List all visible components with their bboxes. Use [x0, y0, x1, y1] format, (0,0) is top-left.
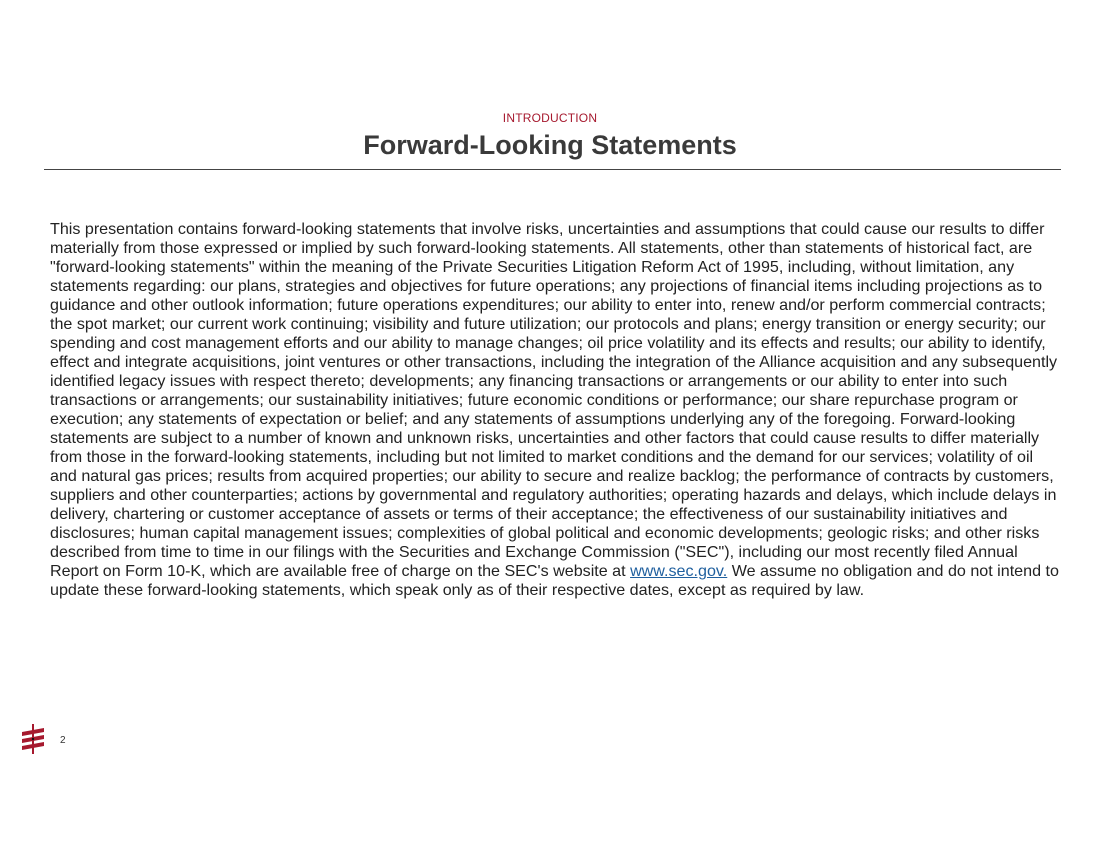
section-label: INTRODUCTION: [502, 111, 598, 125]
page-title: Forward-Looking Statements: [363, 130, 737, 160]
sec-website-link[interactable]: www.sec.gov.: [630, 562, 728, 580]
slide-header: [0, 110, 1100, 162]
title-divider: [44, 169, 1061, 170]
company-logo-icon: [19, 724, 47, 754]
disclaimer-text-part-1: This presentation contains forward-looking statements that involve risks, uncertainties and assumptions that could cause our results to differ materially from those expressed or implied by such forward-looking statements. All statements, other than statements of historical fact, are "forward-looking statements" within the meaning of the Private Securities Litigation Reform Act of 1995, including, without limitation, any statements regarding: our plans, strategies and objectives for future operations; any projections of financial items including projections as to guidance and other outlook information; future operations expenditures; our ability to enter into, renew and/or perform commercial contracts; the spot market; our current work continuing; visibility and future utilization; our protocols and plans; energy transition or energy security; our spending and cost management efforts and our ability to manage changes; oil price volatility and its effects and results; our ability to identify, effect and integrate acquisitions, joint ventures or other transactions, including the integration of the Alliance acquisition and any subsequently identified legacy issues with respect thereto; developments; any financing transactions or arrangements or our ability to enter into such transactions or arrangements; our sustainability initiatives; future economic conditions or performance; our share repurchase program or execution; any statements of expectation or belief; and any statements of assumptions underlying any of the foregoing. Forward-looking statements are subject to a number of known and unknown risks, uncertainties and other factors that could cause results to differ materially from those in the forward-looking statements, including but not limited to market conditions and the demand for our services; volatility of oil and natural gas prices; results from acquired properties; our ability to secure and realize backlog; the performance of contracts by customers, suppliers and other counterparties; actions by governmental and regulatory authorities; operating hazards and delays, which include delays in delivery, chartering or customer acceptance of assets or terms of their acceptance; the effectiveness of our sustainability initiatives and disclosures; human capital management issues; complexities of global political and economic developments; geologic risks; and other risks described from time to time in our filings with the Securities and Exchange Commission ("SEC"), including our most recently filed Annual Report on Form 10-K, which are available free of charge on the SEC's website at: [50, 220, 1058, 580]
disclaimer-paragraph: [50, 220, 1062, 600]
page-number: 2: [60, 735, 66, 746]
disclaimer-text-part-2: We assume no obligation and do not intend to update these forward-looking statements, which speak only as of their respective dates, except as required by law.: [50, 562, 1059, 599]
